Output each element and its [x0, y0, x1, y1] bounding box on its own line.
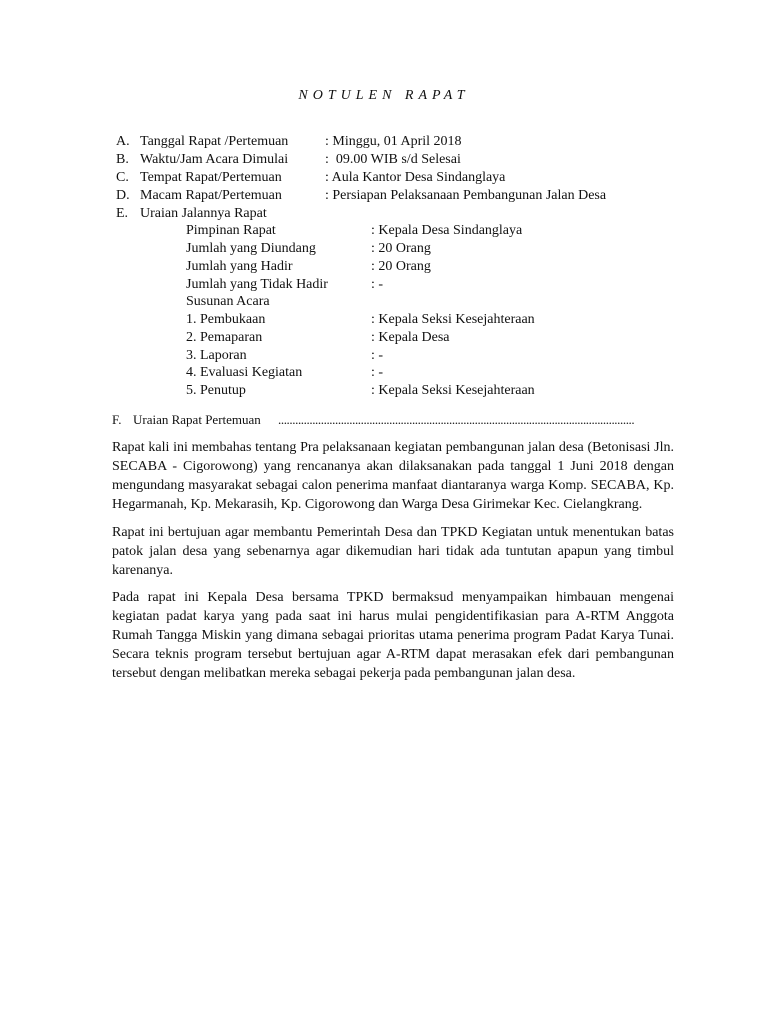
item-label: Tempat Rapat/Pertemuan — [140, 170, 282, 185]
item-value: : Persiapan Pelaksanaan Pembangunan Jalan Desa — [325, 188, 607, 203]
agenda-value: : Kepala Seksi Kesejahteraan — [371, 312, 535, 327]
item-label: Uraian Jalannya Rapat — [140, 206, 267, 221]
item-label: Macam Rapat/Pertemuan — [140, 188, 282, 203]
detail-value: : 20 Orang — [371, 241, 431, 256]
detail-label: Jumlah yang Diundang — [186, 241, 316, 256]
paragraph-3: Pada rapat ini Kepala Desa bersama TPKD bermaksud menyampaikan himbauan mengenai kegiatan padat karya yang pada saat ini harus mulai pengidentifikasian para A-RTM Anggota Rumah Tangga Miskin yang dimana sebagai prioritas utama penerima program Padat Karya Tunai. Secara teknis program tersebut bertujuan agar A-RTM dapat merasakan efek dari pembangunan tersebut dengan melibatkan mereka sebagai pekerja pada pembangunan jalan desa. — [112, 590, 674, 681]
item-label: Waktu/Jam Acara Dimulai — [140, 152, 289, 167]
item-d — [116, 187, 676, 205]
agenda-value: : - — [371, 365, 384, 380]
detail-value: : 20 Orang — [371, 259, 431, 274]
document-title: NOTULEN RAPAT — [298, 88, 470, 103]
item-value: : 09.00 WIB s/d Selesai — [325, 152, 461, 167]
agenda-label: 2. Pemaparan — [186, 330, 263, 345]
detail-row — [186, 240, 666, 258]
detail-label: Susunan Acara — [186, 294, 270, 309]
item-e — [116, 205, 676, 223]
paragraph-2: Rapat ini bertujuan agar membantu Pemerintah Desa dan TPKD Kegiatan untuk menentukan batas patok jalan desa yang sebenarnya agar dikemudian hari tidak ada tuntutan apapun yang timbul karenanya. — [112, 525, 674, 578]
agenda-row — [186, 364, 666, 382]
paragraph-1: Rapat kali ini membahas tentang Pra pelaksanaan kegiatan pembangunan jalan desa (Betonisasi Jln. SECABA - Cigorowong) yang rencananya akan dilaksanakan pada tanggal 1 Juni 2018 dengan mengundang masyarakat sebagai calon penerima manfaat diantaranya warga Komp. SECABA, Kp. Hegarmanah, Kp. Mekarasih, Kp. Cigorowong dan Warga Desa Girimekar Kec. Cielangkrang. — [112, 440, 674, 512]
agenda-label: 1. Pembukaan — [186, 312, 266, 327]
agenda-row — [186, 382, 666, 400]
item-letter: A. — [116, 134, 130, 149]
agenda-value: : - — [371, 348, 384, 363]
section-f-leader: ............................................................................................................................. — [278, 412, 635, 427]
item-letter: D. — [116, 188, 130, 203]
agenda-value: : Kepala Desa — [371, 330, 450, 345]
item-b — [116, 151, 676, 169]
item-a — [116, 133, 676, 151]
item-value: : Aula Kantor Desa Sindanglaya — [325, 170, 506, 185]
section-f-letter: F. — [112, 412, 122, 427]
item-letter: C. — [116, 170, 129, 185]
detail-label: Pimpinan Rapat — [186, 223, 276, 238]
detail-label: Jumlah yang Hadir — [186, 259, 293, 274]
detail-row — [186, 222, 666, 240]
item-letter: E. — [116, 206, 129, 221]
agenda-value: : Kepala Seksi Kesejahteraan — [371, 383, 535, 398]
item-letter: B. — [116, 152, 129, 167]
agenda-label: 3. Laporan — [186, 348, 247, 363]
detail-value: : - — [371, 277, 384, 292]
detail-label: Jumlah yang Tidak Hadir — [186, 277, 328, 292]
item-label: Tanggal Rapat /Pertemuan — [140, 134, 289, 149]
agenda-row — [186, 347, 666, 365]
detail-row — [186, 276, 666, 294]
agenda-label: 5. Penutup — [186, 383, 246, 398]
section-f — [112, 411, 678, 429]
section-f-label: Uraian Rapat Pertemuan — [133, 412, 261, 427]
agenda-label: 4. Evaluasi Kegiatan — [186, 365, 303, 380]
agenda-row — [186, 329, 666, 347]
item-value: : Minggu, 01 April 2018 — [325, 134, 462, 149]
detail-value: : Kepala Desa Sindanglaya — [371, 223, 523, 238]
agenda-row — [186, 311, 666, 329]
item-c — [116, 169, 676, 187]
detail-row — [186, 258, 666, 276]
detail-row — [186, 293, 666, 311]
